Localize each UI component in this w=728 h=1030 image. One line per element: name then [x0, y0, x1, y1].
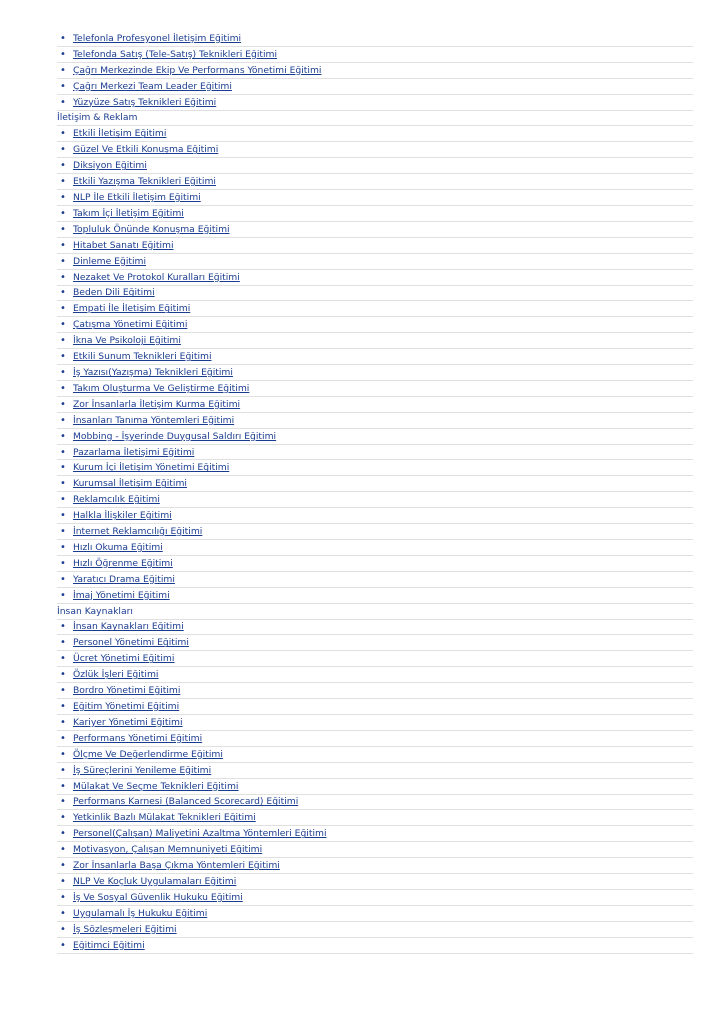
- bullet-icon: •: [60, 844, 66, 856]
- course-link[interactable]: Bordro Yönetimi Eğitimi: [73, 685, 181, 697]
- list-item: [57, 651, 693, 667]
- bullet-icon: •: [60, 366, 66, 378]
- list-item: [57, 206, 693, 222]
- bullet-icon: •: [60, 494, 66, 506]
- course-link[interactable]: Kariyer Yönetimi Eğitimi: [73, 716, 183, 728]
- bullet-icon: •: [60, 255, 66, 267]
- section-header: İnsan Kaynakları: [57, 604, 693, 620]
- bullet-icon: •: [60, 32, 66, 44]
- bullet-icon: •: [60, 621, 66, 633]
- course-link[interactable]: Motivasyon, Çalışan Memnuniyeti Eğitimi: [73, 844, 263, 856]
- bullet-icon: •: [60, 939, 66, 951]
- bullet-icon: •: [60, 398, 66, 410]
- list-item: [57, 47, 693, 63]
- course-link[interactable]: Uygulamalı İş Hukuku Eğitimi: [73, 907, 208, 919]
- course-link[interactable]: Performans Yönetimi Eğitimi: [73, 732, 203, 744]
- list-item: [57, 922, 693, 938]
- list-item: [57, 540, 693, 556]
- bullet-icon: •: [60, 462, 66, 474]
- course-link[interactable]: Kurum İçi İletişim Yönetimi Eğitimi: [73, 462, 230, 474]
- course-link[interactable]: İnsan Kaynakları Eğitimi: [73, 621, 184, 633]
- course-link[interactable]: Dinleme Eğitimi: [73, 255, 147, 267]
- list-item: [57, 492, 693, 508]
- bullet-icon: •: [60, 80, 66, 92]
- bullet-icon: •: [60, 923, 66, 935]
- course-link[interactable]: Pazarlama İletişimi Eğitimi: [73, 446, 195, 458]
- bullet-icon: •: [60, 589, 66, 601]
- course-link[interactable]: NLP Ve Koçluk Uygulamaları Eğitimi: [73, 875, 237, 887]
- bullet-icon: •: [60, 414, 66, 426]
- course-link[interactable]: İş Sözleşmeleri Eğitimi: [73, 923, 177, 935]
- bullet-icon: •: [60, 144, 66, 156]
- list-item: [57, 142, 693, 158]
- bullet-icon: •: [60, 701, 66, 713]
- bullet-icon: •: [60, 176, 66, 188]
- course-link[interactable]: Takım Oluşturma Ve Geliştirme Eğitimi: [73, 382, 250, 394]
- bullet-icon: •: [60, 796, 66, 808]
- course-link[interactable]: Hızlı Öğrenme Eğitimi: [73, 557, 173, 569]
- list-item: [57, 413, 693, 429]
- course-link[interactable]: İmaj Yönetimi Eğitimi: [73, 589, 170, 601]
- list-item: [57, 842, 693, 858]
- course-link[interactable]: Mülakat Ve Seçme Teknikleri Eğitimi: [73, 780, 239, 792]
- course-link[interactable]: İnsanları Tanıma Yöntemleri Eğitimi: [73, 414, 235, 426]
- bullet-icon: •: [60, 287, 66, 299]
- list-item: [57, 381, 693, 397]
- course-link[interactable]: Nezaket Ve Protokol Kuralları Eğitimi: [73, 271, 240, 283]
- course-link[interactable]: Reklamcılık Eğitimi: [73, 494, 160, 506]
- list-item: [57, 286, 693, 302]
- list-item: [57, 858, 693, 874]
- list-item: [57, 445, 693, 461]
- list-item: [57, 126, 693, 142]
- bullet-icon: •: [60, 685, 66, 697]
- list-item: [57, 938, 693, 954]
- bullet-icon: •: [60, 875, 66, 887]
- list-item: [57, 620, 693, 636]
- list-item: [57, 890, 693, 906]
- bullet-icon: •: [60, 239, 66, 251]
- bullet-icon: •: [60, 669, 66, 681]
- course-link[interactable]: Etkili Sunum Teknikleri Eğitimi: [73, 351, 212, 363]
- course-link[interactable]: Mobbing - İşyerinde Duygusal Saldırı Eğitimi: [73, 430, 277, 442]
- course-link[interactable]: Özlük İşleri Eğitimi: [73, 669, 159, 681]
- list-item: [57, 349, 693, 365]
- list-item: [57, 460, 693, 476]
- bullet-icon: •: [60, 382, 66, 394]
- course-link[interactable]: İş Süreçlerini Yenileme Eğitimi: [73, 764, 212, 776]
- bullet-icon: •: [60, 96, 66, 108]
- list-item: [57, 667, 693, 683]
- bullet-icon: •: [60, 907, 66, 919]
- section-header: İletişim & Reklam: [57, 111, 693, 127]
- course-link[interactable]: Güzel Ve Etkili Konuşma Eğitimi: [73, 144, 219, 156]
- course-link[interactable]: Çatışma Yönetimi Eğitimi: [73, 319, 188, 331]
- bullet-icon: •: [60, 160, 66, 172]
- course-link[interactable]: Eğitim Yönetimi Eğitimi: [73, 701, 180, 713]
- course-link[interactable]: Telefonla Profesyonel İletişim Eğitimi: [73, 32, 242, 44]
- course-link[interactable]: Çağrı Merkezi Team Leader Eğitimi: [73, 80, 232, 92]
- course-link[interactable]: Diksiyon Eğitimi: [73, 160, 147, 172]
- bullet-icon: •: [60, 128, 66, 140]
- course-link[interactable]: Takım İçi İletişim Eğitimi: [73, 207, 184, 219]
- bullet-icon: •: [60, 271, 66, 283]
- course-link[interactable]: Yetkinlik Bazlı Mülakat Teknikleri Eğitimi: [73, 812, 256, 824]
- list-item: [57, 476, 693, 492]
- bullet-icon: •: [60, 653, 66, 665]
- list-item: [57, 731, 693, 747]
- bullet-icon: •: [60, 303, 66, 315]
- bullet-icon: •: [60, 764, 66, 776]
- bullet-icon: •: [60, 64, 66, 76]
- course-link[interactable]: Kurumsal İletişim Eğitimi: [73, 478, 187, 490]
- course-link[interactable]: Zor İnsanlarla Başa Çıkma Yöntemleri Eğitimi: [73, 860, 280, 872]
- course-link[interactable]: Performans Karnesi (Balanced Scorecard) Eğitimi: [73, 796, 299, 808]
- course-link[interactable]: Ücret Yönetimi Eğitimi: [73, 653, 175, 665]
- list-item: [57, 683, 693, 699]
- course-link[interactable]: Personel(Çalışan) Maliyetini Azaltma Yöntemleri Eğitimi: [73, 828, 327, 840]
- list-item: [57, 715, 693, 731]
- list-item: [57, 158, 693, 174]
- bullet-icon: •: [60, 557, 66, 569]
- course-link[interactable]: Eğitimci Eğitimi: [73, 939, 145, 951]
- bullet-icon: •: [60, 351, 66, 363]
- course-list-document: [57, 31, 693, 954]
- list-item: [57, 508, 693, 524]
- course-link[interactable]: Topluluk Önünde Konuşma Eğitimi: [73, 223, 230, 235]
- list-item: [57, 254, 693, 270]
- bullet-icon: •: [60, 716, 66, 728]
- list-item: [57, 397, 693, 413]
- course-link[interactable]: Ölçme Ve Değerlendirme Eğitimi: [73, 748, 223, 760]
- list-item: [57, 63, 693, 79]
- list-item: [57, 795, 693, 811]
- list-item: [57, 763, 693, 779]
- list-item: [57, 190, 693, 206]
- list-item: [57, 747, 693, 763]
- list-item: [57, 556, 693, 572]
- list-item: [57, 31, 693, 47]
- bullet-icon: •: [60, 319, 66, 331]
- list-item: [57, 524, 693, 540]
- course-link[interactable]: Halkla İlişkiler Eğitimi: [73, 510, 172, 522]
- bullet-icon: •: [60, 780, 66, 792]
- list-item: [57, 317, 693, 333]
- list-item: [57, 95, 693, 111]
- bullet-icon: •: [60, 223, 66, 235]
- bullet-icon: •: [60, 828, 66, 840]
- list-item: [57, 79, 693, 95]
- bullet-icon: •: [60, 891, 66, 903]
- bullet-icon: •: [60, 478, 66, 490]
- list-item: [57, 270, 693, 286]
- list-item: [57, 906, 693, 922]
- course-link[interactable]: İnternet Reklamcılığı Eğitimi: [73, 526, 203, 538]
- list-item: [57, 238, 693, 254]
- course-link[interactable]: Etkili İletişim Eğitimi: [73, 128, 167, 140]
- list-item: [57, 874, 693, 890]
- list-item: [57, 572, 693, 588]
- bullet-icon: •: [60, 860, 66, 872]
- course-link[interactable]: Etkili Yazışma Teknikleri Eğitimi: [73, 176, 216, 188]
- course-link[interactable]: Hitabet Sanatı Eğitimi: [73, 239, 174, 251]
- bullet-icon: •: [60, 732, 66, 744]
- course-link[interactable]: Beden Dili Eğitimi: [73, 287, 155, 299]
- course-link[interactable]: Hızlı Okuma Eğitimi: [73, 541, 163, 553]
- list-item: [57, 699, 693, 715]
- bullet-icon: •: [60, 526, 66, 538]
- list-item: [57, 222, 693, 238]
- bullet-icon: •: [60, 637, 66, 649]
- list-item: [57, 635, 693, 651]
- bullet-icon: •: [60, 192, 66, 204]
- bullet-icon: •: [60, 430, 66, 442]
- bullet-icon: •: [60, 541, 66, 553]
- list-item: [57, 174, 693, 190]
- list-item: [57, 826, 693, 842]
- course-link[interactable]: Zor İnsanlarla İletişim Kurma Eğitimi: [73, 398, 241, 410]
- list-item: [57, 810, 693, 826]
- course-link[interactable]: İş Ve Sosyal Güvenlik Hukuku Eğitimi: [73, 891, 243, 903]
- course-link[interactable]: Yüzyüze Satış Teknikleri Eğitimi: [73, 96, 217, 108]
- course-link[interactable]: Personel Yönetimi Eğitimi: [73, 637, 189, 649]
- bullet-icon: •: [60, 207, 66, 219]
- list-item: [57, 365, 693, 381]
- course-link[interactable]: NLP İle Etkili İletişim Eğitimi: [73, 192, 201, 204]
- course-link[interactable]: Çağrı Merkezinde Ekip Ve Performans Yönetimi Eğitimi: [73, 64, 322, 76]
- course-link[interactable]: Telefonda Satış (Tele-Satış) Teknikleri Eğitimi: [73, 48, 278, 60]
- course-link[interactable]: Empati İle İletişim Eğitimi: [73, 303, 191, 315]
- bullet-icon: •: [60, 510, 66, 522]
- course-link[interactable]: Yaratıcı Drama Eğitimi: [73, 573, 175, 585]
- list-item: [57, 588, 693, 604]
- bullet-icon: •: [60, 48, 66, 60]
- bullet-icon: •: [60, 446, 66, 458]
- list-item: [57, 301, 693, 317]
- bullet-icon: •: [60, 748, 66, 760]
- list-item: [57, 429, 693, 445]
- list-item: [57, 779, 693, 795]
- course-link[interactable]: İkna Ve Psikoloji Eğitimi: [73, 335, 181, 347]
- bullet-icon: •: [60, 335, 66, 347]
- bullet-icon: •: [60, 573, 66, 585]
- list-item: [57, 333, 693, 349]
- bullet-icon: •: [60, 812, 66, 824]
- course-link[interactable]: İş Yazısı(Yazışma) Teknikleri Eğitimi: [73, 366, 233, 378]
